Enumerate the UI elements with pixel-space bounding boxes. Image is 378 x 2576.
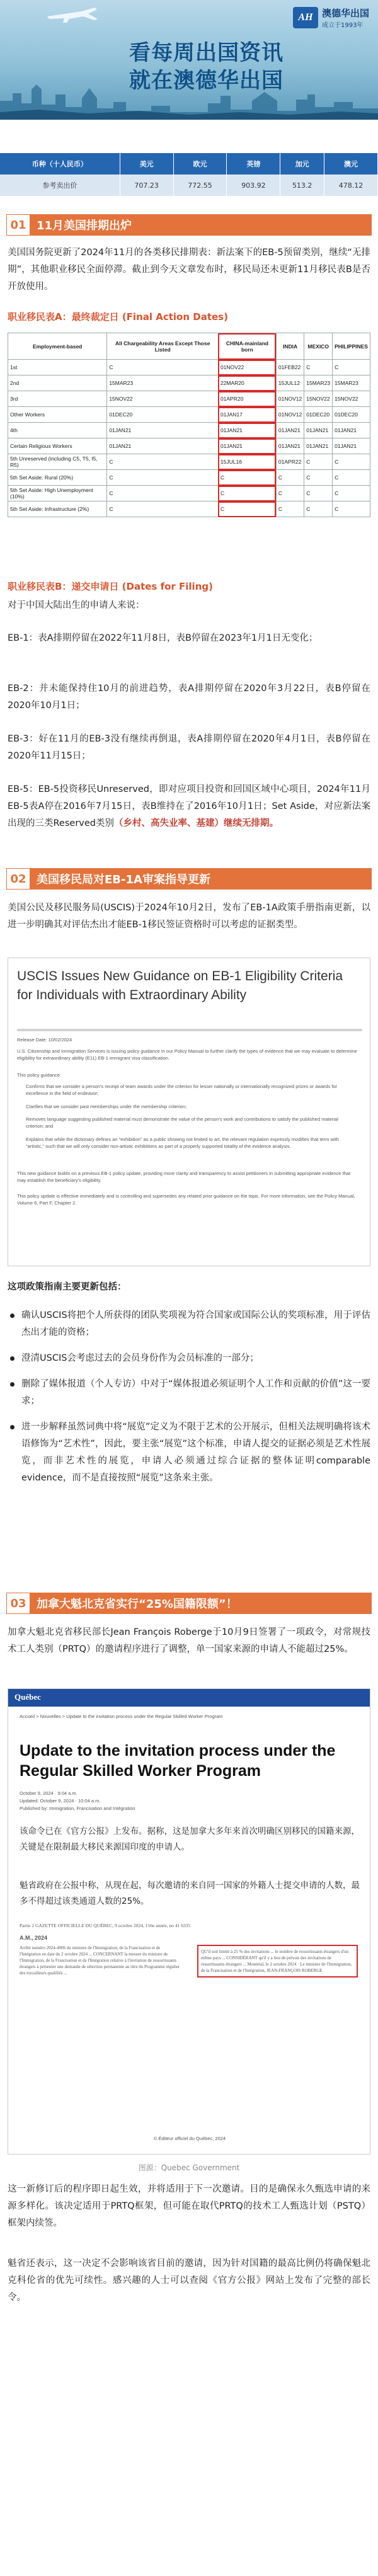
final-action-dates-table (8, 333, 370, 517)
table-cell: C (333, 470, 370, 486)
table-header-cell: MEXICO (304, 333, 333, 360)
rate-label: 参考卖出价 (0, 175, 120, 196)
table-header-cell: CHINA-mainland born (218, 333, 276, 360)
header-banner (0, 0, 378, 120)
uscis-paragraph: This policy guidance: (17, 1072, 62, 1078)
uscis-paragraph: U.S. Citizenship and Immigration Services is issuing policy guidance in our Policy Manual to further clarify the types of evidence that we may evaluate to determine eligibility for extraordinary ability (E11) EB-1 immigrant visa classification. (17, 1048, 357, 1061)
table-cell: C (107, 360, 219, 375)
table-cell: Certain Religious Workers (8, 438, 107, 454)
table-cell: 01JAN21 (107, 423, 219, 438)
table-cell: C (218, 470, 276, 486)
table-cell: 01JAN21 (304, 438, 333, 454)
table-cell: 5th Set Aside: High Unemployment (10%) (8, 486, 107, 501)
table-cell: 01JAN21 (333, 423, 370, 438)
table-cell: Other Workers (8, 407, 107, 423)
table-cell: 15MAR23 (304, 375, 333, 391)
logo-name: 澳德华出国 (321, 8, 369, 19)
table-row (8, 423, 370, 438)
airplane-icon (44, 5, 101, 24)
quebec-publisher: Published by: Immigration, Francisation and Intégration (20, 1806, 135, 1811)
table-cell: C (304, 486, 333, 501)
table-cell: 01FEB22 (276, 360, 304, 375)
exchange-rate-table (0, 153, 378, 196)
rate-value: 707.23 (120, 175, 173, 196)
rate-header: 澳元 (324, 153, 378, 175)
table-header-cell: All Chargeability Areas Except Those Listed (107, 333, 219, 360)
logo-subtitle: 成立于1993年 (321, 22, 364, 29)
table-cell: 3rd (8, 391, 107, 407)
table-cell: 01JAN21 (276, 438, 304, 454)
logo-badge: AH (293, 7, 318, 28)
table-cell: C (218, 501, 276, 517)
uscis-date: Release Date: 10/02/2024 (17, 1037, 72, 1043)
list-item: 确认USCIS将把个人所获得的团队奖项视为符合国家或国际公认的奖项标准，用于评估杰出才能的资格； (8, 1307, 370, 1341)
table-cell: 22MAR20 (218, 375, 276, 391)
section2-intro: 美国公民及移民服务局(USCIS)于2024年10月2日，发布了EB-1A政策手册指南更新，以进一步明确其对评估杰出才能EB-1移民签证资格时可以考虑的证据类型。 (8, 903, 370, 930)
table-row (8, 375, 370, 391)
section3-paragraph-2: 魁省政府在公报中称，从现在起，每次邀请的来自同一国家的外籍人士提交申请的人数，最多不得超过该类通道人数的25%。 (20, 1880, 360, 1906)
table-cell: 15MAR23 (107, 375, 219, 391)
table-cell: C (218, 486, 276, 501)
bullet-dot-icon (10, 1425, 14, 1429)
table-row (8, 391, 370, 407)
table-cell: C (304, 360, 333, 375)
dff-intro: 对于中国大陆出生的申请人来说： (8, 600, 145, 610)
table-cell: 01JAN21 (218, 438, 276, 454)
quebec-logo: Québec (14, 1692, 41, 1702)
gazette-left-text: Arrêté numéro 2024-4006 du ministre de l'Immigration, de la Francisation et de l'Intégration en date du 2 octobre 2024 ... CONCERNANT la mesure du ministre de l'Immigration, de la Francisation et de l'Intégration relative à l'invitation de ressortissants étrangers à présenter une demande de sélection permanente au titre du Programme régulier des travailleurs qualifiés ... (20, 1945, 180, 1976)
table-cell: 01DEC20 (107, 407, 219, 423)
city-skyline-illustration (0, 76, 378, 120)
table-cell: 01JAN21 (333, 438, 370, 454)
eb2-paragraph: EB-2：并未能保持住10月的前进趋势，表A排期停留在2020年3月22日，表B停留在2020年10月1日； (8, 684, 370, 711)
table-cell: C (107, 501, 219, 517)
section3-paragraph-4: 魁省还表示，这一决定不会影响该省目前的邀请，因为针对国籍的最高比例仍将确保魁北克科伦省的优先可续性。感兴趣的人士可以查阅《官方公报》网站上发布了完整的部长令。 (8, 2258, 370, 2303)
table-header-cell: INDIA (276, 333, 304, 360)
table-header-cell: Employment-based (8, 333, 107, 360)
table-cell: C (107, 470, 219, 486)
table-cell: C (107, 454, 219, 470)
table-cell: C (276, 486, 304, 501)
banner-headline: 看每周出国资讯 就在澳德华出国 (129, 40, 284, 93)
table-cell: 15NOV22 (333, 391, 370, 407)
table-cell: 01DEC20 (304, 407, 333, 423)
bullet-dot-icon (10, 1356, 14, 1361)
table-cell: C (304, 470, 333, 486)
eb5-paragraph: EB-5：EB-5投资移民Unreserved，即对应项目投资和回国区域中心项目，2024年11月EB-5表A停在2016年7月15日，表B维持在了2016年10月1日；Set Aside，对应新法案出现的三类Reserved类别（乡村、高失业率、基建）继续无排期。 (8, 784, 370, 828)
table-header-cell: PHILIPPINES (333, 333, 370, 360)
list-item: 进一步解释虽然词典中将“展览”定义为不限于艺术的公开展示，但相关法规明确将该术语修饰为“艺术性”，因此，要主张“展览”这个标准，申请人提交的证据必须是艺术性展览，而非艺术性的展览，申请人必须通过综合证据的整体证明comparable evidence，而不是直接按照“展览”这条来主张。 (8, 1419, 370, 1487)
section3-paragraph-3: 这一新修订后的程序即日起生效，并将适用于下一次邀请。目的是确保永久甄选申请的来源多样化。该决定适用于PRTQ框架，但可能在取代PRTQ的技术工人甄选计划（PSTQ）框架内续签。 (8, 2184, 370, 2228)
table-cell: C (276, 501, 304, 517)
table-cell: 15JUL16 (218, 454, 276, 470)
uscis-list-item: Explains that while the dictionary defines an "exhibition" as a public showing not limited to art, the relevant regulation expressly modifies that term with "artistic," such that we will only consider non-artistic exhibitions as part of a properly supported totality of the evidence analysis. (26, 1136, 339, 1149)
bullet-dot-icon (10, 1382, 14, 1387)
table-cell: 15NOV22 (304, 391, 333, 407)
rate-header: 欧元 (173, 153, 227, 175)
list-item: 删除了媒体报道（个人专访）中对于“媒体报道必须证明个人工作和贡献的价值”这一要求； (8, 1376, 370, 1410)
table-cell: 2nd (8, 375, 107, 391)
bullet-dot-icon (10, 1314, 14, 1318)
table-cell: 15JUL12 (276, 375, 304, 391)
table-cell: C (333, 454, 370, 470)
table-cell: C (276, 470, 304, 486)
table-cell: 5th Set Aside: Infrastructure (2%) (8, 501, 107, 517)
rate-header: 美元 (120, 153, 173, 175)
table-cell: C (333, 501, 370, 517)
uscis-list-item: Confirms that we consider a person's receipt of team awards under the criterion for lesser nationally or internationally recognized prizes or awards for excellence in the field of endeavor; (26, 1084, 338, 1096)
section-title-1: 01 11月美国排期出炉 (6, 214, 372, 236)
table-cell: 1st (8, 360, 107, 375)
uscis-list-item: Clarifies that we consider past memberships under the membership criterion; (26, 1104, 187, 1109)
table-row (8, 470, 370, 486)
table-cell: 01NOV22 (218, 360, 276, 375)
table-cell: C (333, 360, 370, 375)
table-cell: C (304, 454, 333, 470)
quebec-header-bar (8, 1689, 370, 1707)
uscis-paragraph: This policy update is effective immediately and is controlling and supersedes any related prior guidance on the topic. For more information, see the Policy Manual, Volume 6, Part F, Chapter 2. (17, 1193, 355, 1206)
gazette-footer: © Éditeur officiel du Québec, 2024 (153, 2136, 226, 2141)
quebec-breadcrumb[interactable]: Accueil > Nouvelles > Update to the invitation process under the Regular Skilled Worker Program (20, 1714, 223, 1719)
gazette-highlighted-decree: QU'il soit limité à 25 % des invitations ... le nombre de ressortissants étrangers d'un même pays ... CONSIDÉRANT qu'il y a lieu de prévoir des invitations de ressortissants étrangers ... Montréal, le 2 octobre 2024 · Le ministre de l'Immigration, de la Francisation et de l'Intégration, JEAN-FRANÇOIS ROBERGE (197, 1945, 358, 1978)
eb3-paragraph: EB-3：好在11月的EB-3没有继续再倒退，表A排期停留在2020年4月1日，表B停留在2020年11月15日； (8, 734, 370, 761)
rate-value: 903.92 (227, 175, 280, 196)
table-row (8, 438, 370, 454)
rate-value: 772.55 (173, 175, 227, 196)
uscis-divider (17, 1029, 362, 1031)
dates-for-filing-heading: 职业移民表B：递交申请日 (Dates for Filing) (8, 581, 213, 592)
table-cell: C (107, 486, 219, 501)
gazette-left-title: A.M., 2024 (20, 1935, 48, 1941)
table-cell: 01NOV12 (276, 391, 304, 407)
list-item: 澄清USCIS会考虑过去的会员身份作为会员标准的一部分； (8, 1350, 370, 1367)
rate-header: 英镑 (227, 153, 280, 175)
section3-paragraph-1: 该命令已在《官方公报》上发布。据称，这是加拿大多年来首次明确区别移民的国籍来源，关键是在限制最大移民来源国印度的申请人。 (20, 1826, 360, 1852)
table-cell: 01JAN17 (218, 407, 276, 423)
uscis-title: USCIS Issues New Guidance on EB-1 Eligibility Criteria for Individuals with Extraordinary Ability (17, 969, 343, 1002)
uscis-list-item: Removes language suggesting published material must demonstrate the value of the person's work and contributions to satisfy the published material criterion; and (26, 1116, 338, 1129)
table-cell: 5th Set Aside: Rural (20%) (8, 470, 107, 486)
quebec-date: October 9, 2024 · 9:04 a.m. (20, 1790, 77, 1796)
rate-value: 478.12 (324, 175, 378, 196)
table-row (8, 407, 370, 423)
table-cell: 01NOV12 (276, 407, 304, 423)
table-cell: 15NOV22 (107, 391, 219, 407)
final-action-heading: 职业移民表A：最终裁定日 (Final Action Dates) (8, 311, 228, 323)
table-cell: 01DEC20 (333, 407, 370, 423)
section-title-2: 02 美国移民局对EB-1A审案指导更新 (6, 868, 372, 890)
quebec-news-screenshot (8, 1688, 370, 2155)
table-cell: C (304, 501, 333, 517)
rate-header: 币种（十人民币） (0, 153, 120, 175)
table-cell: 4th (8, 423, 107, 438)
table-cell: 01JAN21 (107, 438, 219, 454)
table-header-row (8, 333, 370, 360)
section3-intro: 加拿大魁北克省移民部长Jean François Roberge于10月9日签署了一项政令，对常规技术工人类别（PRTQ）的邀请程序进行了调整，单一国家来源的申请人不能超过25%。 (8, 1627, 370, 1654)
rate-value: 513.2 (280, 175, 324, 196)
quebec-updated-date: Updated: October 9, 2024 · 10:04 a.m. (20, 1798, 101, 1804)
table-row (8, 454, 370, 470)
brand-logo (293, 6, 369, 29)
table-row (8, 360, 370, 375)
table-cell: 15MAR23 (333, 375, 370, 391)
table-cell: 01JAN21 (276, 423, 304, 438)
quebec-title: Update to the invitation process under the Regular Skilled Worker Program (20, 1742, 336, 1780)
table-cell: 01APR22 (276, 454, 304, 470)
section1-intro: 美国国务院更新了2024年11月的各类移民排期表：新法案下的EB-5预留类别，继续“无排期”，其他职业移民全面停滞。截止到今天文章发布时，移民局还未更新11月移民表B是否开放使用。 (8, 248, 370, 292)
table-cell: 5th Unreserved (including C5, T5, I5, R5) (8, 454, 107, 470)
image-caption: 图源：Quebec Government (138, 2163, 240, 2172)
eb1-paragraph: EB-1：表A排期停留在2022年11月8日，表B停留在2023年1月1日无变化； (8, 633, 318, 643)
table-cell: 01JAN21 (304, 423, 333, 438)
changes-heading: 这项政策指南主要更新包括： (8, 1282, 127, 1292)
section-title-3: 03 加拿大魁北克省实行“25%国籍限额”！ (6, 1593, 372, 1614)
table-row (8, 501, 370, 517)
table-cell: C (333, 486, 370, 501)
table-row (8, 486, 370, 501)
eb5-highlight: （乡村、高失业率、基建）继续无排期。 (114, 818, 278, 828)
uscis-news-screenshot (8, 958, 370, 1266)
rate-header: 加元 (280, 153, 324, 175)
changes-list (8, 1307, 370, 1496)
gazette-header: Partie 2 GAZETTE OFFICIELLE DU QUÉBEC, 9 octobre 2024, 156e année, no 41 6335 (20, 1923, 191, 1928)
table-cell: 01JAN21 (218, 423, 276, 438)
uscis-paragraph: This new guidance builds on a previous EB-1 policy update, providing more clarity and transparency to assist petitioners in submitting appropriate evidence that may establish the beneficiary's eligibility. (17, 1171, 351, 1183)
table-cell: 01APR20 (218, 391, 276, 407)
